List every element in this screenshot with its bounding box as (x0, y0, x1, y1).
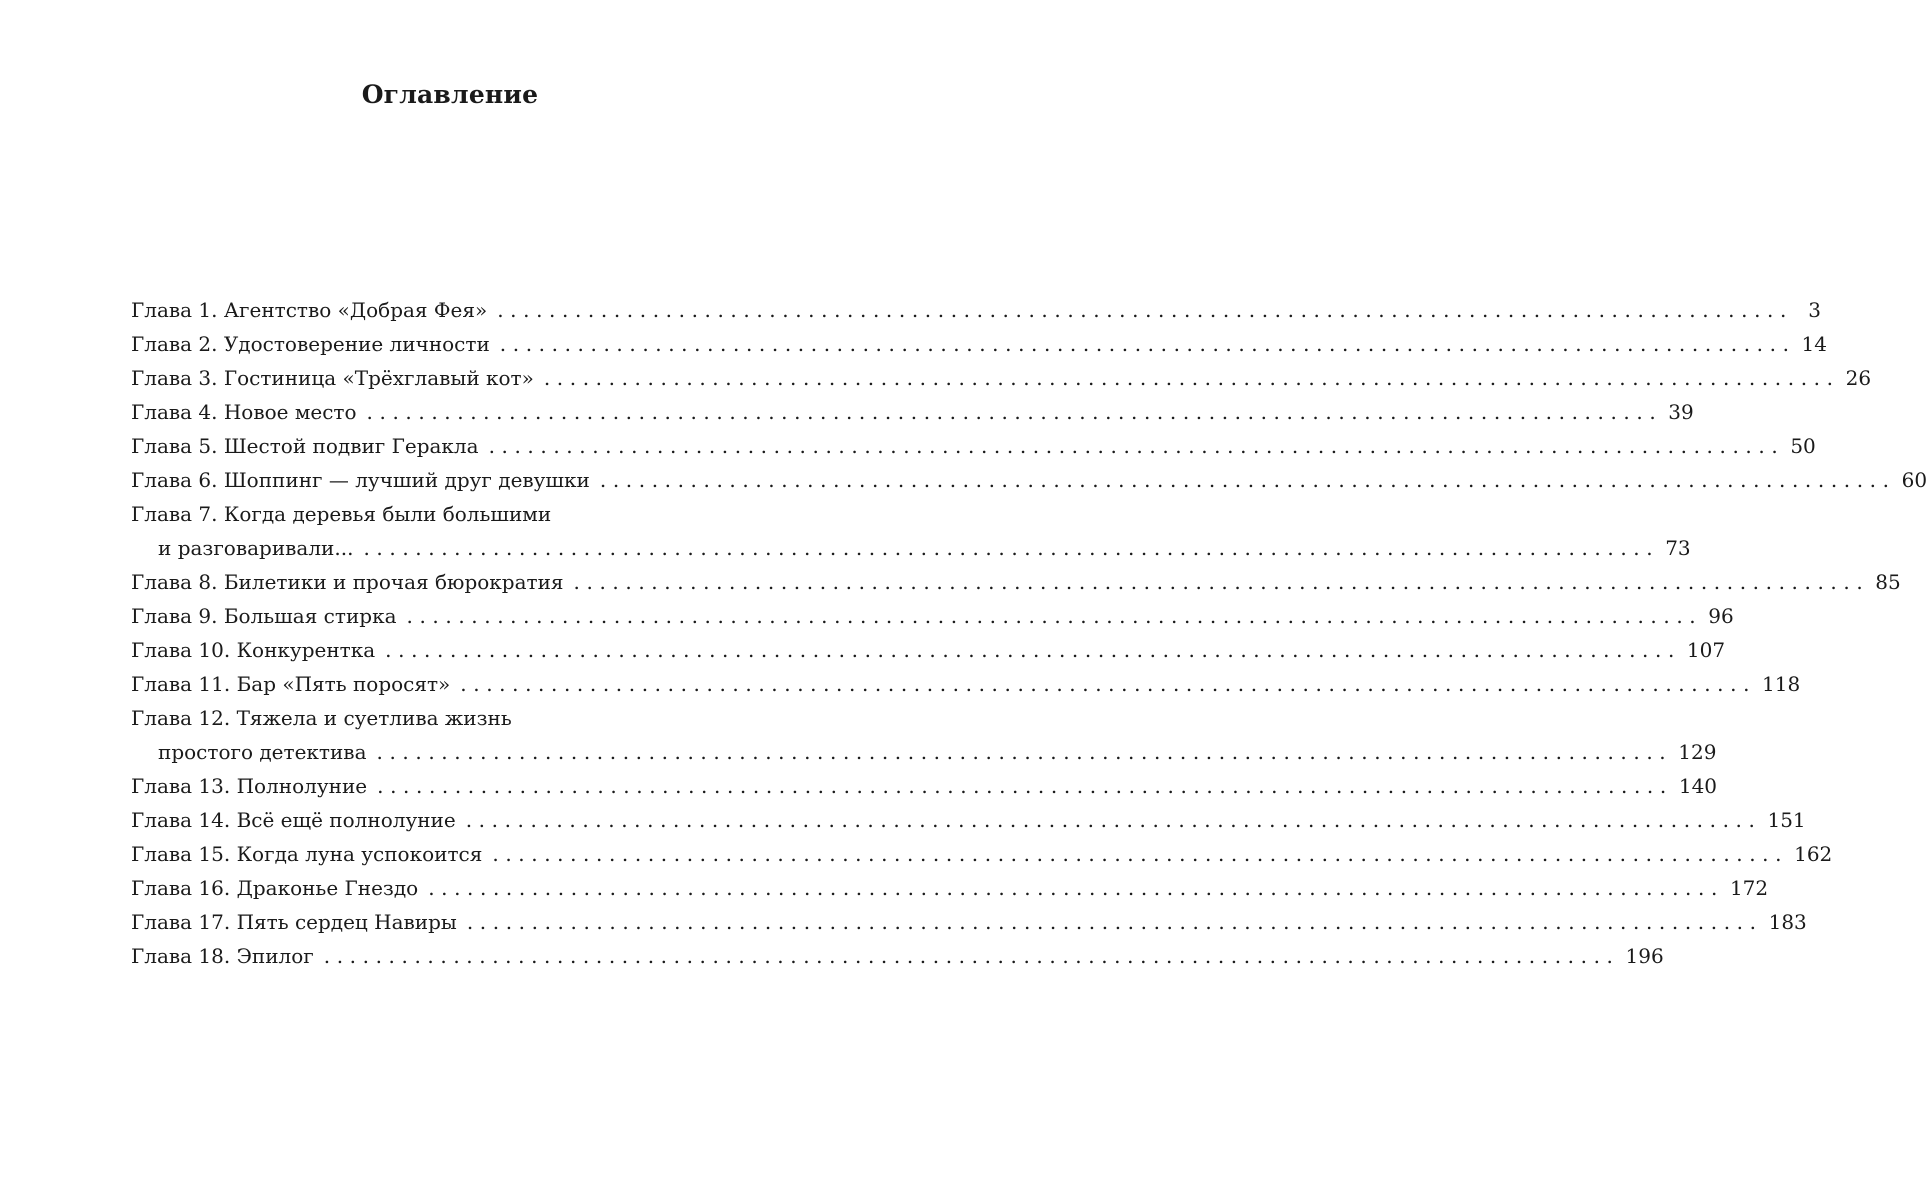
toc-entry-label: Глава 10. Конкурентка (131, 638, 376, 662)
toc-entry-page: 129 (1678, 740, 1717, 764)
dot-leader: .................................................................................................... (543, 366, 1840, 390)
toc-entry-page: 162 (1794, 842, 1833, 866)
toc-entry (131, 565, 1901, 599)
toc-entry (131, 599, 1734, 633)
toc-entry-label-continuation: и разговаривали... (158, 536, 354, 560)
dot-leader: .................................................................................................... (492, 842, 1789, 866)
table-of-contents (131, 293, 1927, 973)
toc-entry (131, 803, 1806, 837)
toc-entry (131, 395, 1694, 429)
toc-entry (131, 293, 1821, 327)
page-title: Оглавление (361, 80, 539, 109)
toc-entry (131, 939, 1664, 973)
toc-entry-label: Глава 7. Когда деревья были большими (131, 502, 552, 526)
toc-entry-label: Глава 2. Удостоверение личности (131, 332, 490, 356)
toc-entry-label: Глава 12. Тяжела и суетлива жизнь (131, 706, 512, 730)
dot-leader: .................................................................................................... (323, 944, 1620, 968)
toc-entry-label: Глава 15. Когда луна успокоится (131, 842, 483, 866)
toc-entry-page: 14 (1801, 332, 1827, 356)
toc-entry-label-continuation: простого детектива (158, 740, 367, 764)
dot-leader: .................................................................................................... (465, 808, 1762, 832)
toc-entry (131, 361, 1872, 395)
toc-entry-page: 107 (1686, 638, 1726, 662)
toc-entry-page: 60 (1901, 468, 1927, 492)
toc-entry (131, 633, 1726, 667)
toc-entry-page: 118 (1762, 672, 1801, 696)
toc-entry-continuation (131, 735, 1717, 769)
toc-entry (131, 667, 1801, 701)
toc-entry-continuation (131, 531, 1691, 565)
dot-leader: .................................................................................................... (573, 570, 1870, 594)
dot-leader: .................................................................................................... (385, 638, 1681, 662)
toc-entry-page: 151 (1767, 808, 1806, 832)
toc-entry-page: 3 (1808, 298, 1821, 322)
toc-entry (131, 769, 1718, 803)
dot-leader: .................................................................................................... (363, 536, 1660, 560)
dot-leader: .................................................................................................... (499, 332, 1796, 356)
toc-entry-page: 172 (1729, 876, 1769, 900)
toc-entry-label: Глава 9. Большая стирка (131, 604, 397, 628)
toc-entry (131, 701, 770, 735)
toc-entry-page: 50 (1790, 434, 1816, 458)
toc-entry (131, 905, 1807, 939)
dot-leader: .................................................................................................... (460, 672, 1757, 696)
toc-entry-page: 183 (1768, 910, 1807, 934)
toc-entry (131, 327, 1827, 361)
toc-entry-page: 39 (1668, 400, 1694, 424)
toc-entry-label: Глава 6. Шоппинг — лучший друг девушки (131, 468, 590, 492)
toc-entry-page: 140 (1678, 774, 1718, 798)
toc-entry (131, 837, 1833, 871)
dot-leader: .................................................................................................... (366, 400, 1663, 424)
toc-entry-label: Глава 3. Гостиница «Трёхглавый кот» (131, 366, 534, 390)
toc-entry-label: Глава 1. Агентство «Добрая Фея» (131, 298, 488, 322)
toc-entry-page: 73 (1665, 536, 1691, 560)
dot-leader: .................................................................................................... (497, 298, 1793, 322)
toc-entry-page: 96 (1708, 604, 1734, 628)
toc-entry (131, 871, 1769, 905)
dot-leader: .................................................................................................... (376, 740, 1673, 764)
toc-entry-label: Глава 17. Пять сердец Навиры (131, 910, 457, 934)
dot-leader: .................................................................................................... (466, 910, 1763, 934)
toc-entry-label: Глава 11. Бар «Пять поросят» (131, 672, 451, 696)
dot-leader: .................................................................................................... (599, 468, 1896, 492)
dot-leader: .................................................................................................... (428, 876, 1724, 900)
toc-entry-label: Глава 8. Билетики и прочая бюрократия (131, 570, 564, 594)
dot-leader: .................................................................................................... (488, 434, 1785, 458)
toc-entry-page: 85 (1875, 570, 1901, 594)
toc-entry-label: Глава 4. Новое место (131, 400, 357, 424)
dot-leader: .................................................................................................... (377, 774, 1673, 798)
toc-entry-page: 196 (1625, 944, 1664, 968)
toc-entry-label: Глава 14. Всё ещё полнолуние (131, 808, 456, 832)
toc-entry (131, 429, 1816, 463)
toc-entry (131, 463, 1927, 497)
toc-entry-label: Глава 18. Эпилог (131, 944, 314, 968)
toc-entry-label: Глава 13. Полнолуние (131, 774, 368, 798)
toc-entry (131, 497, 770, 531)
toc-entry-label: Глава 16. Драконье Гнездо (131, 876, 419, 900)
dot-leader: .................................................................................................... (406, 604, 1703, 628)
toc-entry-label: Глава 5. Шестой подвиг Геракла (131, 434, 479, 458)
toc-entry-page: 26 (1845, 366, 1872, 390)
